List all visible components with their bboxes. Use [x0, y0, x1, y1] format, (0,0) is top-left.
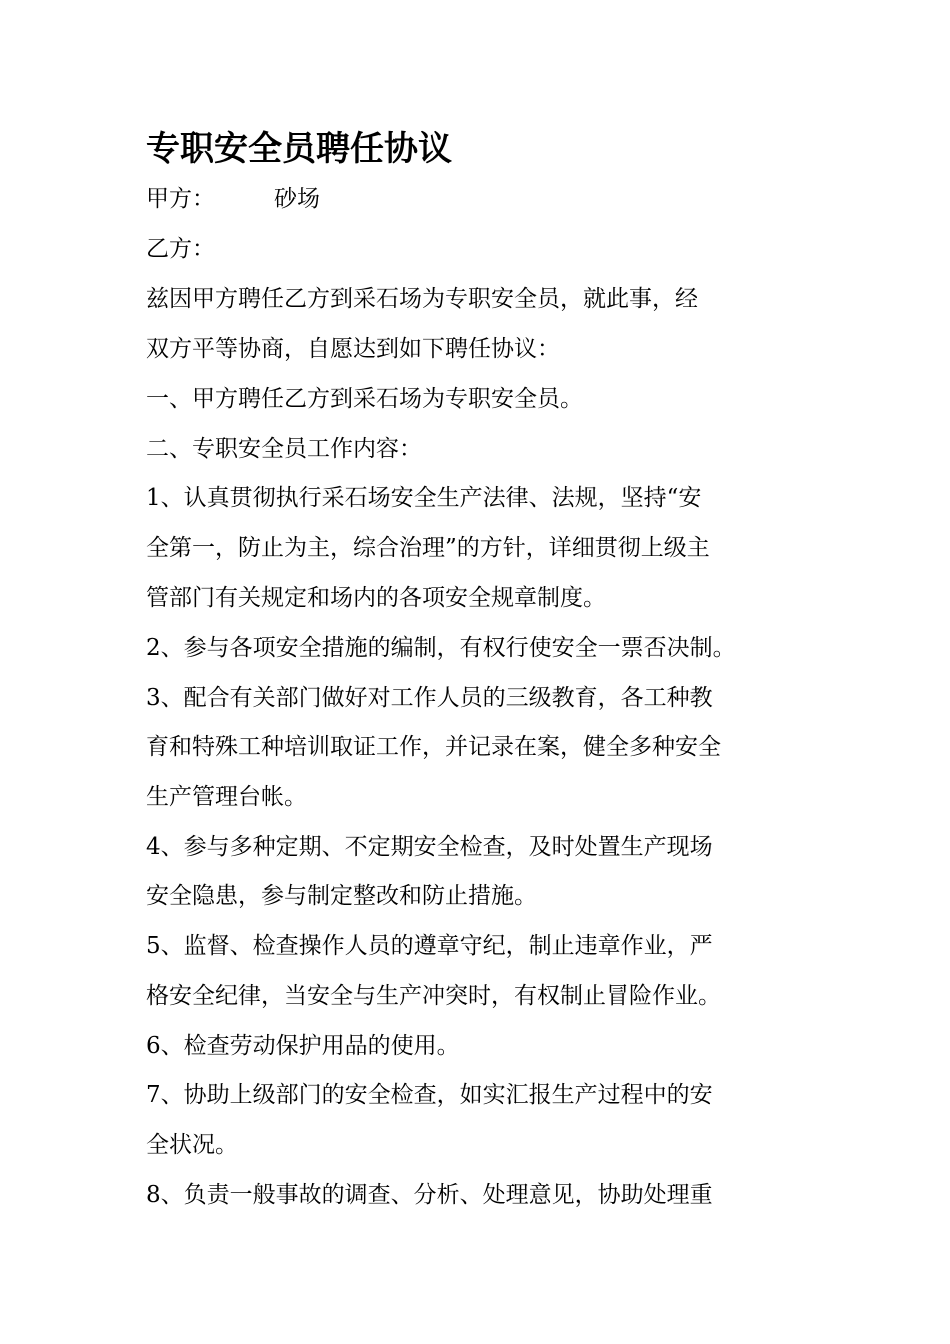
body-line: 格安全纪律，当安全与生产冲突时，有权制止冒险作业。: [146, 983, 721, 1009]
body-line: 6、检查劳动保护用品的使用。: [146, 1033, 460, 1059]
party-a-label: 甲方：: [146, 186, 215, 212]
body-line: 兹因甲方聘任乙方到采石场为专职安全员，就此事，经: [146, 286, 698, 312]
party-a-value: 砂场: [274, 186, 320, 212]
body-line: 育和特殊工种培训取证工作，并记录在案，健全多种安全: [146, 734, 721, 760]
body-line: 安全隐患，参与制定整改和防止措施。: [146, 883, 537, 909]
body-line: 7、协助上级部门的安全检查，如实汇报生产过程中的安: [146, 1082, 713, 1108]
body-line: 2、参与各项安全措施的编制，有权行使安全一票否决制。: [146, 635, 736, 661]
party-b-label: 乙方：: [146, 236, 215, 262]
body-line: 双方平等协商，自愿达到如下聘任协议：: [146, 336, 560, 362]
body-line: 3、配合有关部门做好对工作人员的三级教育，各工种教: [146, 685, 713, 711]
body-line: 4、参与多种定期、不定期安全检查，及时处置生产现场: [146, 834, 713, 860]
body-line: 生产管理台帐。: [146, 784, 307, 810]
body-line: 一、甲方聘任乙方到采石场为专职安全员。: [146, 386, 583, 412]
body-line: 管部门有关规定和场内的各项安全规章制度。: [146, 585, 606, 611]
body-line: 二、专职安全员工作内容：: [146, 436, 422, 462]
document-title: 专职安全员聘任协议: [146, 129, 452, 169]
body-line: 1、认真贯彻执行采石场安全生产法律、法规，坚持“安: [146, 485, 702, 511]
body-line: 8、负责一般事故的调查、分析、处理意见，协助处理重: [146, 1182, 713, 1208]
body-line: 全状况。: [146, 1132, 238, 1158]
body-line: 5、监督、检查操作人员的遵章守纪，制止违章作业，严: [146, 933, 713, 959]
body-line: 全第一，防止为主，综合治理”的方针，详细贯彻上级主: [146, 535, 710, 561]
